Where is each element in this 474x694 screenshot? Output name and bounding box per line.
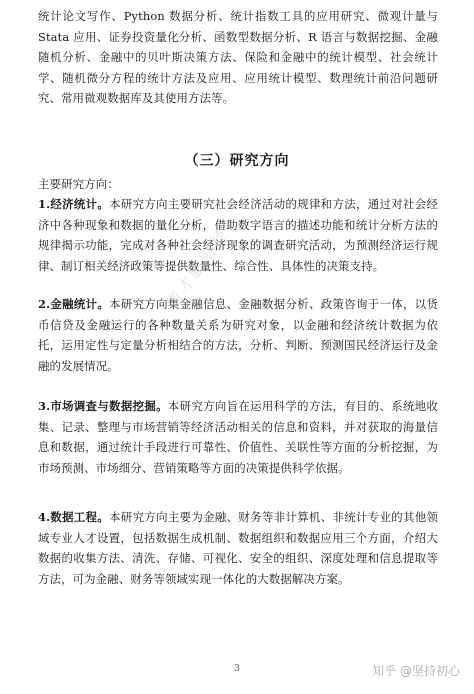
zhihu-source-watermark: 知乎 @坚持初心 <box>372 664 460 678</box>
direction-title-3: 3.市场调查与数据挖掘。 <box>38 399 168 413</box>
intro-paragraph: 统计论文写作、Python 数据分析、统计指数工具的应用研究、微观计量与 Stata 应用、证券投资量化分析、函数型数据分析、R 语言与数据挖掘、金融随机分析、金融中的贝叶斯决策方法、保险和金融中的统计模型、社会统计学、随机微分方程的统计方法及应用、应用统计模型、数理统计前沿问题研究、常用微观数据库及其使用方法等。 <box>38 9 438 105</box>
direction-title-2: 2.金融统计。 <box>38 297 110 311</box>
page-number: 3 <box>234 664 240 674</box>
direction-paragraph-2 <box>38 294 438 376</box>
diagonal-watermark: 酱才鹏财经 <box>162 223 233 313</box>
direction-body-2: 本研究方向集金融信息、金融数据分析、政策咨询于一体，以货币信贷及金融运行的各种数量关系为研究对象，以金融和经济统计数据为依托，运用定性与定量分析相结合的方法，分析、判断、预测国民经济运行及金融的发展情况。 <box>38 297 438 373</box>
main-directions-label: 主要研究方向： <box>38 177 119 191</box>
direction-title-4: 4.数据工程。 <box>38 510 110 524</box>
direction-body-3: 本研究方向旨在运用科学的方法，有目的、系统地收集、记录、整理与市场营销等经济活动相关的信息和资料，并对获取的海量信息和数据，通过统计手段进行可靠性、价值性、关联性等方面的分析挖掘，为市场预测、市场细分、营销策略等方面的决策提供科学依据。 <box>38 399 438 475</box>
direction-body-4: 本研究方向主要为金融、财务等非计算机、非统计专业的其他领域专业人才设置，包括数据生成机制、数据组织和数据应用三个方面，介绍大数据的收集方法、清洗、存储、可视化、安全的组织、深度处理和信息提取等方法，可为金融、财务等领域实现一体化的大数据解决方案。 <box>38 510 438 586</box>
direction-body-1: 本研究方向主要研究社会经济活动的规律和方法，通过对社会经济中各种现象和数据的量化分析，借助数字语言的描述功能和统计分析方法的规律揭示功能，完成对各种社会经济现象的调查研究活动，为预测经济运行规律、制订相关经济政策等提供数量性、综合性、具体性的决策支持。 <box>38 197 438 273</box>
section-heading: （三）研究方向 <box>184 153 290 169</box>
direction-title-1: 1.经济统计。 <box>38 197 110 211</box>
direction-paragraph-3 <box>38 396 438 478</box>
direction-paragraph-4 <box>38 507 438 589</box>
direction-paragraph-1 <box>38 194 438 276</box>
